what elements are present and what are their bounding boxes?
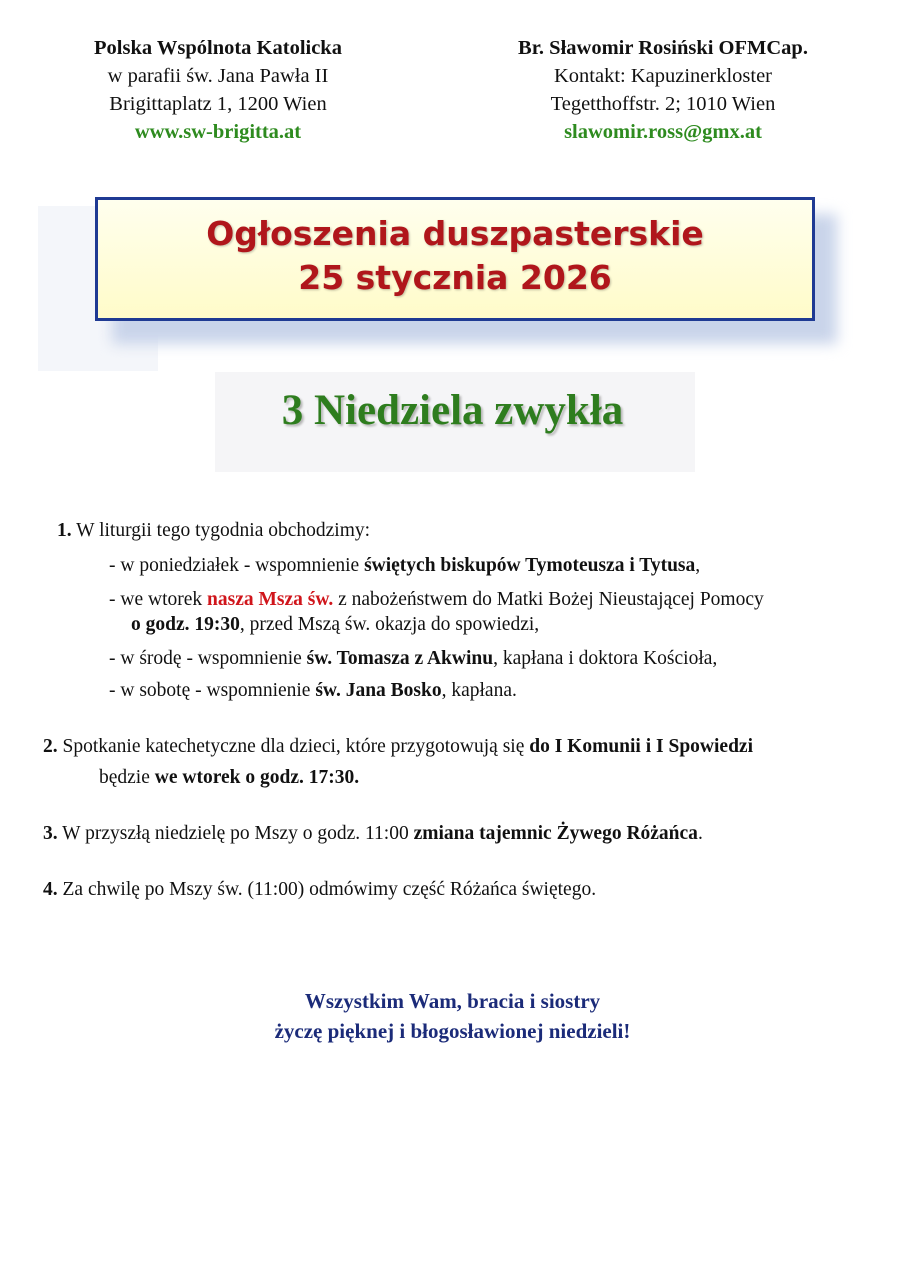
parish-name: w parafii św. Jana Pawła II <box>107 65 329 87</box>
item-1-monday <box>109 550 700 581</box>
monday-saints: świętych biskupów Tymoteusza i Tytusa <box>364 555 696 576</box>
item-1-number: 1. <box>57 520 72 541</box>
parish-address: Brigittaplatz 1, 1200 Wien <box>109 93 327 115</box>
item-1-tuesday-cont <box>131 609 539 640</box>
header-left <box>48 34 388 146</box>
sunday-heading: 3 Niedziela zwykła <box>281 387 624 434</box>
item-4-number: 4. <box>43 879 58 900</box>
tuesday-confession: , przed Mszą św. okazja do spowiedzi, <box>239 614 540 635</box>
item-1-saturday <box>109 675 517 706</box>
saturday-suffix: , kapłana. <box>441 680 517 701</box>
contact-address: Tegetthoffstr. 2; 1010 Wien <box>550 93 776 115</box>
tuesday-prefix: - we wtorek <box>109 589 208 610</box>
wednesday-prefix: - w środę - wspomnienie <box>109 648 307 669</box>
header-right <box>458 34 868 146</box>
contact-label: Kontakt: Kapuzinerkloster <box>553 65 773 87</box>
saturday-saint: św. Jana Bosko <box>315 680 442 701</box>
tuesday-mass-highlight: nasza Msza św. <box>207 589 334 610</box>
closing-greeting <box>0 986 905 1046</box>
item-2 <box>43 731 753 762</box>
closing-line2: życzę pięknej i błogosławionej niedzieli! <box>274 1019 631 1043</box>
title-date: 25 stycznia 2026 <box>298 258 612 297</box>
tuesday-time: o godz. 19:30 <box>131 614 240 635</box>
website-link[interactable]: www.sw-brigitta.at <box>134 121 302 143</box>
item-3-highlight: zmiana tajemnic Żywego Różańca <box>413 823 698 844</box>
item-2-time: we wtorek o godz. 17:30. <box>154 767 360 788</box>
email-link[interactable]: slawomir.ross@gmx.at <box>564 121 762 143</box>
title-line1: Ogłoszenia duszpasterskie <box>206 214 704 253</box>
item-1-intro <box>57 515 370 546</box>
wednesday-saint: św. Tomasza z Akwinu <box>306 648 494 669</box>
priest-name: Br. Sławomir Rosiński OFMCap. <box>518 37 808 59</box>
wednesday-suffix: , kapłana i doktora Kościoła, <box>493 648 718 669</box>
item-4-text: Za chwilę po Mszy św. (11:00) odmówimy część Różańca świętego. <box>57 879 597 900</box>
item-2-number: 2. <box>43 736 58 757</box>
item-2-highlight: do I Komunii i I Spowiedzi <box>529 736 753 757</box>
item-4 <box>43 874 596 905</box>
item-3 <box>43 818 703 849</box>
item-3-text: W przyszłą niedzielę po Mszy o godz. 11:00 <box>57 823 414 844</box>
item-2-text: Spotkanie katechetyczne dla dzieci, które przygotowują się <box>57 736 530 757</box>
monday-suffix: , <box>695 555 701 576</box>
saturday-prefix: - w sobotę - wspomnienie <box>109 680 316 701</box>
item-3-suffix: . <box>697 823 703 844</box>
title-box <box>95 197 815 321</box>
organization-name: Polska Wspólnota Katolicka <box>94 37 342 59</box>
item-3-number: 3. <box>43 823 58 844</box>
item-2-cont <box>99 762 359 793</box>
item-1-intro-text: W liturgii tego tygodnia obchodzimy: <box>71 520 371 541</box>
monday-prefix: - w poniedziałek - wspomnienie <box>109 555 365 576</box>
closing-line1: Wszystkim Wam, bracia i siostry <box>304 989 601 1013</box>
item-2-cont-text: będzie <box>99 767 155 788</box>
item-1-wednesday <box>109 643 717 674</box>
tuesday-suffix: z nabożeństwem do Matki Bożej Nieustającej Pomocy <box>333 589 764 610</box>
